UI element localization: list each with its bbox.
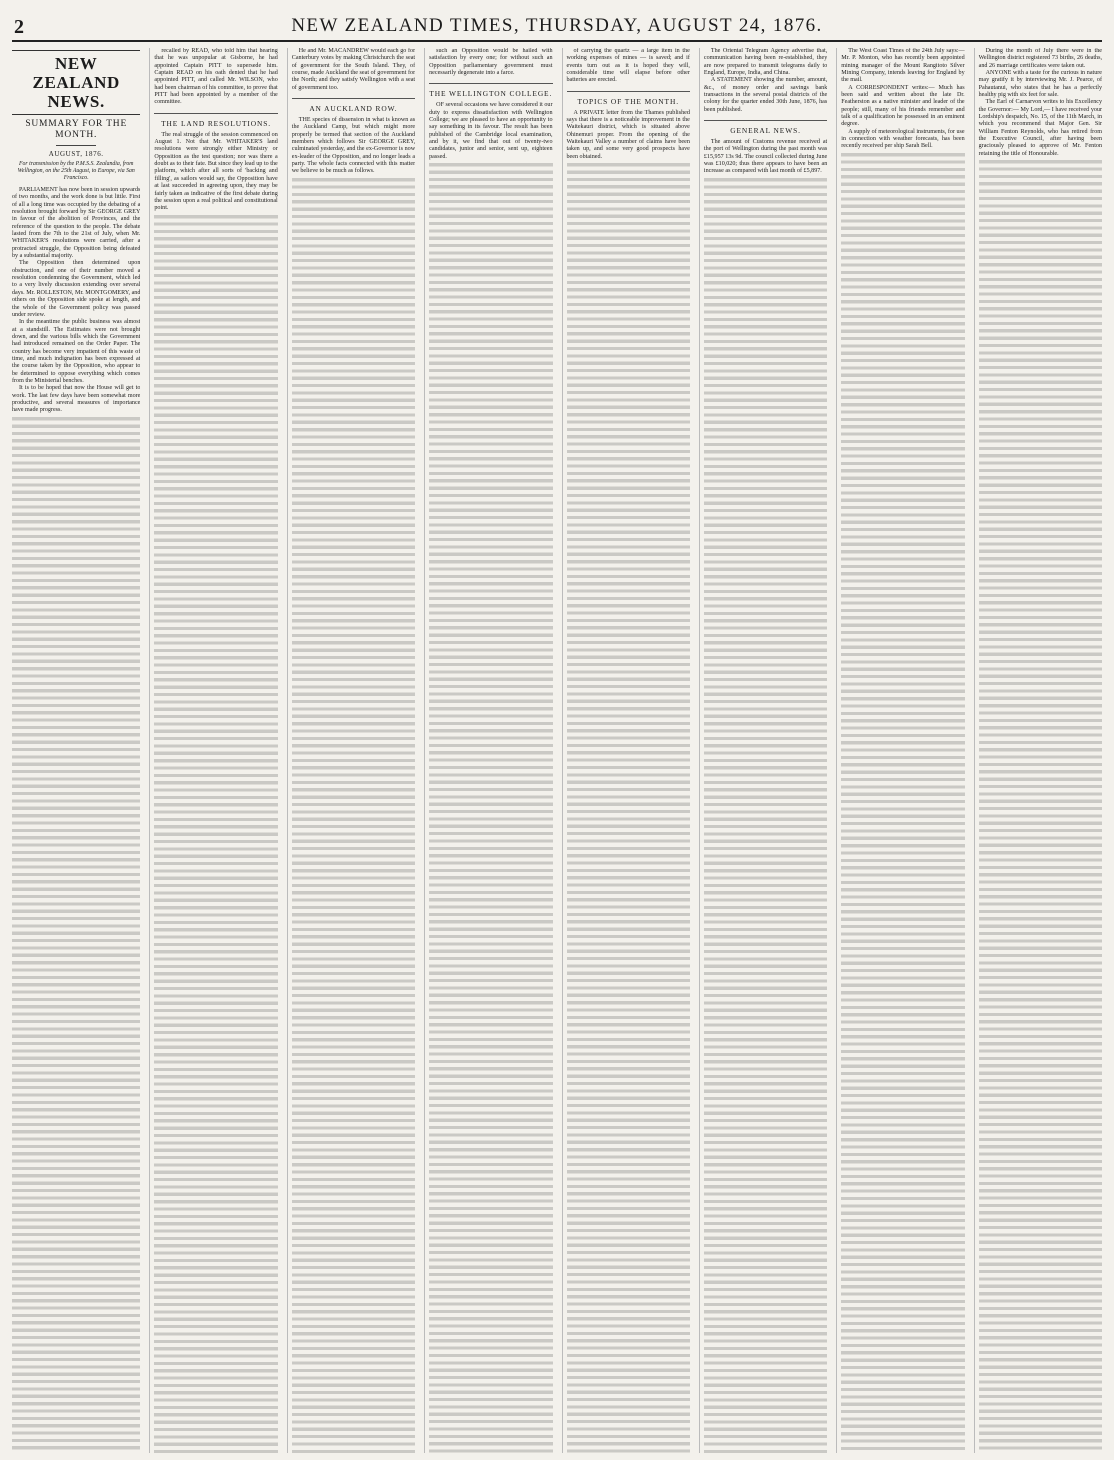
article-paragraph: The Opposition then determined upon obstruction, and one of their number moved a resolution condemning the Government, which led to a very lively discussion extending over several days. Mr. ROLLESTON, Mr. MONTGOMERY, and others on the Opposition side spoke at length, and the whole of the Government policy was passed under review. (12, 260, 141, 318)
column-3 (287, 48, 415, 1453)
section-heading: GENERAL NEWS. (704, 120, 827, 135)
article-paragraph: of carrying the quartz — a large item in the working expenses of mines — is saved; and if events turn out as it is hoped they will, considerable time will elapse before other batteries are erected. (566, 48, 690, 84)
article-paragraph: THE species of dissension in what is known as the Auckland Camp, but which might more properly be termed that section of the Auckland members which follows Sir GEORGE GREY, culminated yesterday, and the ex-Governor is now ex-leader of the Opposition, and no longer leads a party. The whole facts connected with this matter we believe to be much as follows. (291, 117, 416, 175)
summary-heading: SUMMARY FOR THE MONTH. (25, 119, 128, 140)
transmission-note: For transmission by the P.M.S.S. Zealandia, from Wellington, on the 25th August, to Europe, via San Francisco. (17, 161, 135, 181)
dateline: AUGUST, 1876. (48, 150, 104, 158)
article-paragraph: PARLIAMENT has now been in session upwards of two months, and the work done is but little. First of all a long time was occupied by the debating of a resolution brought forward by Sir GEORGE GREY in favour of the abolition of Provinces, and the reference of the question to the people. The debate lasted from the 7th to the 21st of July, when Mr. WHITAKER'S resolutions were carried, after a protracted struggle, the Opposition being defeated by a substantial majority. (12, 187, 141, 260)
article-paragraph: recalled by READ, who told him that hearing that he was unpopular at Gisborne, he had appointed Captain PITT to supersede him. Captain READ on his oath denied that he had appointed PITT, and called Mr. WILSON, who had been chairman of his committee, to prove that PITT had been appointed by a member of the committee. (154, 48, 278, 106)
column-8 (974, 48, 1102, 1453)
page-number: 2 (14, 16, 24, 38)
article-paragraph: During the month of July there were in the Wellington district registered 73 births, 26 deaths, and 26 marriage certificates were taken out. (978, 48, 1102, 69)
paper-title: NEW ZEALAND NEWS. (12, 50, 140, 115)
body-text-lines (154, 213, 277, 1453)
columns (12, 48, 1102, 1453)
article-paragraph: It is to be hoped that now the House will get to work. The last few days have been somewhat more productive, and several measures of importance have made progress. (12, 385, 141, 414)
article-paragraph: A CORRESPONDENT writes:— Much has been said and written about the late Dr. Featherston as a native minister and leader of the people; still, many of his friends remember and talk of a qualification he possessed in an eminent degree. (841, 84, 965, 128)
section-heading: THE WELLINGTON COLLEGE. (429, 83, 552, 98)
article-paragraph: A supply of meteorological instruments, for use in connection with weather forecasts, has been recently received per ship Sarah Bell. (841, 128, 965, 150)
section-heading: AN AUCKLAND ROW. (292, 98, 415, 113)
divider (56, 145, 96, 146)
article-paragraph: The Earl of Carnarvon writes to his Excellency the Governor:— My Lord,— I have received your Lordship's despatch, No. 15, of the 11th March, in which you recommend that Major Gen. Sir William Fenton Reynolds, who has retired from the Executive Council, after having been graciously pleased to approve of Mr. Fenton retaining the title of Honourable. (978, 99, 1102, 157)
article-paragraph: In the meantime the public business was almost at a standstill. The Estimates were not brought down, and the various bills which the Government had introduced remained on the Order Paper. The country has become very impatient of this waste of time, and much indignation has been expressed at the course taken by the Opposition, who appear to be determined to oppose everything which comes from the Ministerial benches. (12, 319, 141, 384)
article-paragraph: The real struggle of the session commenced on August 1. Not that Mr. WHITAKER'S land resolutions were strongly either Ministry or Opposition as the test question; nor was there a doubt as to their fate. But since they lead up to the platform, which after all sorts of 'backing and filling', as sailors would say, the Opposition have at last succeeded in agreeing upon, they may be fairly taken as indicative of the first debate during the session upon a real political and constitutional point. (154, 131, 278, 212)
article-paragraph: A STATEMENT showing the number, amount, &c., of money order and savings bank transactions in the several postal districts of the colony for the quarter ended 30th June, 1876, has been published. (703, 77, 828, 113)
article-paragraph: The Oriental Telegram Agency advertise that, communication having been re-established, they are now prepared to transmit telegrams daily to England, Europe, India, and China. (703, 48, 828, 77)
body-text-lines (567, 161, 690, 1453)
article-paragraph: He and Mr. MACANDREW would each go for Canterbury votes by making Christchurch the seat of government for the South Island. They, of course, made Auckland the seat of government for the North; and they satisfy Wellington with a seat of government too. (291, 48, 416, 91)
body-text-lines (429, 161, 552, 1453)
section-heading: TOPICS OF THE MONTH. (567, 91, 690, 106)
column-5 (562, 48, 690, 1453)
column-7 (836, 48, 964, 1453)
column-6 (699, 48, 827, 1453)
body-text-lines (12, 415, 140, 1453)
body-text-lines (841, 151, 964, 1453)
masthead (12, 10, 1102, 42)
article-paragraph: A PRIVATE letter from the Thames published says that there is a noticeable improvement in the Waitekauri district, which is situated above Ohinemuri proper. From the opening of the Waitekauri Valley a number of claims have been taken up, and some very good prospects have been obtained. (566, 109, 690, 160)
column-4 (424, 48, 552, 1453)
article-paragraph: The West Coast Times of the 24th July says:— Mr. P. Monton, who has recently been appointed mining manager of the Mount Rangitoto Silver Mining Company, intends leaving for England by the mail. (841, 48, 965, 84)
article-paragraph: OF several occasions we have considered it our duty to express dissatisfaction with Wellington College; we are pleased to have an opportunity to say something in its favour. The result has been published of the Cambridge local examination, and by it, we find that out of twenty-two candidates, junior and senior, sent up, eighteen passed. (429, 102, 553, 160)
column-1 (12, 48, 140, 1453)
section-heading: THE LAND RESOLUTIONS. (154, 113, 277, 128)
body-text-lines (979, 158, 1102, 1453)
body-text-lines (292, 176, 415, 1453)
column-2 (149, 48, 277, 1453)
article-paragraph: The amount of Customs revenue received at the port of Wellington during the past month was £15,957 13s 9d. The council collected during June was £10,020; thus there appears to have been an increase as compared with last month of £5,897. (703, 139, 828, 175)
body-text-lines (704, 176, 827, 1453)
running-head: NEW ZEALAND TIMES, THURSDAY, AUGUST 24, 1876. (291, 15, 823, 36)
article-paragraph: ANYONE with a taste for the curious in nature may gratify it by interviewing Mr. J. Pearce, of Pahautanui, who states that he has a perfectly healthy pig with six feet for sale. (978, 70, 1102, 99)
article-paragraph: such an Opposition would be hailed with satisfaction by every one; for without such an Opposition parliamentary government must necessarily degenerate into a farce. (429, 48, 553, 77)
